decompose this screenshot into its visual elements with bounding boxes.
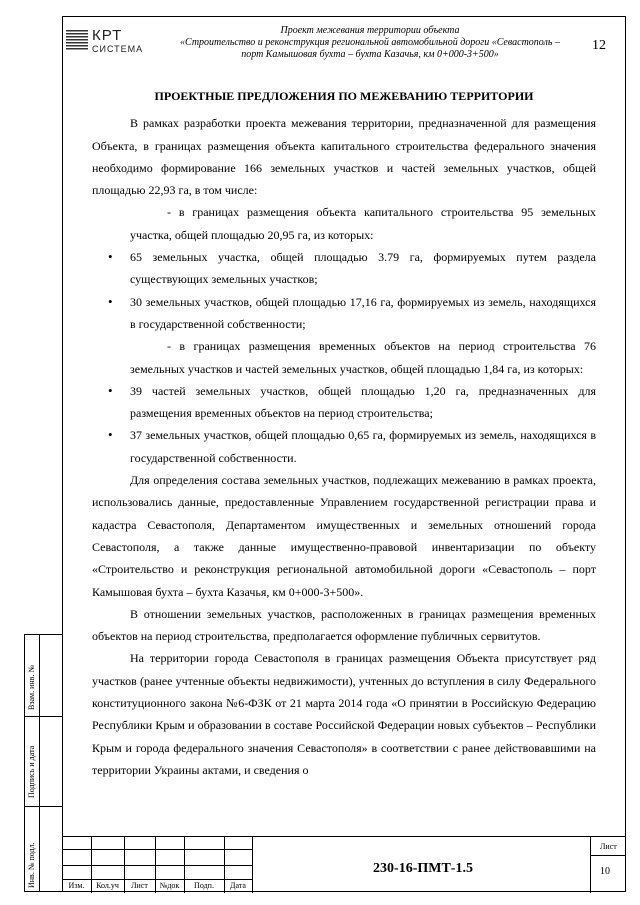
bullet-text: 37 земельных участков, общей площадью 0,65 га, формируемых из земель, находящихся в государственной собственности.	[130, 428, 596, 465]
paragraph-sources: Для определения состава земельных участков, подлежащих межеванию в рамках проекта, использовались данные, предоставленные Управлением государственной регистрации права и кадастра Севастополя, Департаментом имущественных и земельных отношений города Севастополя, а также данные имущественно-правовой инвентаризации по объекту «Строительство и реконструкция региональной автомобильной дороги «Севастополь – порт Камышовая бухта – бухта Казачья, км 0+000-3+500».	[92, 473, 596, 599]
bullet-icon: •	[108, 249, 113, 265]
stamp-col-line	[590, 837, 591, 893]
bullet-item	[92, 380, 596, 425]
stamp-col-izm: Изм.	[68, 881, 85, 890]
sheet-label: Лист	[600, 842, 617, 851]
side-strip-separator	[24, 806, 62, 807]
bullet-text: 30 земельных участков, общей площадью 17,16 га, формируемых из земель, находящихся в государственной собственности;	[130, 294, 596, 331]
document-number: 230-16-ПМТ-1.5	[373, 861, 473, 876]
bullet-text: 65 земельных участка, общей площадью 3.79 га, формируемых путем раздела существующих земельных участков;	[130, 250, 596, 287]
stamp-col-koluch: Кол.уч	[96, 881, 119, 890]
section-title: ПРОЕКТНЫЕ ПРЕДЛОЖЕНИЯ ПО МЕЖЕВАНИЮ ТЕРРИТОРИИ	[154, 89, 534, 103]
side-strip-separator	[24, 716, 62, 717]
bullet-item	[92, 291, 596, 336]
dash-item-temporary: - в границах размещения временных объектов на период строительства 76 земельных участков и частей земельных участков, общей площадью 1,84 га, из которых:	[130, 339, 596, 376]
logo-stripes-icon	[66, 30, 88, 50]
bullet-icon: •	[108, 293, 113, 309]
side-label-podpis: Подпись и дата	[27, 745, 36, 798]
bullet-item	[92, 246, 596, 291]
company-logo	[66, 27, 152, 59]
document-header	[150, 25, 590, 61]
side-label-inv: Инв. № подл.	[27, 842, 36, 888]
main-content	[92, 85, 596, 781]
stamp-col-list: Лист	[131, 881, 148, 890]
paragraph-intro: В рамках разработки проекта межевания территории, предназначенной для размещения Объекта, в границах размещения объекта капитального строительства федерального значения необходимо формирование 166 земельных участков и частей земельных участков, общей площадью 22,93 га, в том числе:	[92, 116, 596, 198]
stamp-col-line	[252, 837, 253, 893]
header-line-2: «Строительство и реконструкция региональной автомобильной дороги «Севастополь –	[180, 37, 560, 48]
stamp-row-line	[590, 855, 626, 856]
header-line-1: Проект межевания территории объекта	[280, 25, 460, 36]
side-label-vzam: Взам. инв. №	[27, 664, 36, 710]
stamp-col-ndok: №док	[159, 881, 180, 890]
paragraph-servitudes: В отношении земельных участков, расположенных в границах размещения временных объектов на период строительства, предполагается оформление публичных сервитутов.	[92, 606, 596, 644]
dash-item-capital: - в границах размещения объекта капитального строительства 95 земельных участка, общей площадью 20,95 га, из которых:	[130, 205, 596, 242]
bullet-text: 39 частей земельных участков, общей площадью 1,20 га, предназначенных для размещения временных объектов на период строительства;	[130, 383, 596, 421]
stamp-col-data: Дата	[230, 881, 246, 890]
bullet-icon: •	[108, 382, 113, 398]
paragraph-prior-registrations: На территории города Севастополя в границах размещения Объекта присутствует ряд участков (ранее учтенные объекты недвижимости), учтенных до вступления в силу Федерального конституционного закона №6-ФЗК от 21 марта 2014 года «О принятии в Российскую Федерацию Республики Крым и образовании в составе Российской Федерации новых субъектов – Республики Крым и города федерального значения Севастополя» в соответствии с ранее действовавшими на территории Украины актами, и сведения о	[92, 651, 596, 777]
stamp-col-podp: Подп.	[194, 881, 214, 890]
header-page-number: 12	[592, 38, 606, 53]
bullet-icon: •	[108, 427, 113, 443]
logo-main-text: КРТ	[92, 27, 123, 44]
header-line-3: порт Камышовая бухта – бухта Казачья, км 0+000-3+500»	[241, 49, 499, 60]
sheet-number: 10	[600, 866, 610, 877]
logo-sub-text: СИСТЕМА	[92, 44, 144, 54]
bullet-item	[92, 424, 596, 469]
